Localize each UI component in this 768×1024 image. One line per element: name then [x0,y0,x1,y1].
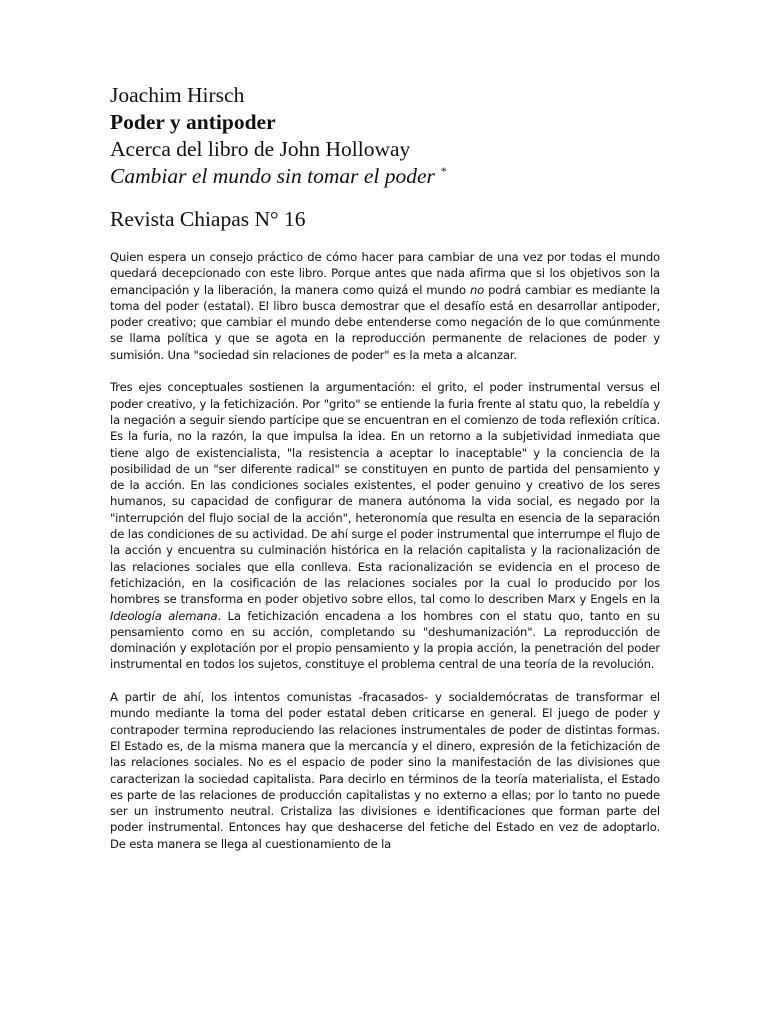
book-title-line [110,163,660,190]
article-subtitle: Acerca del libro de John Holloway [110,137,411,161]
book-reference: Ideología alemana [110,608,218,623]
author-name: Joachim Hirsch [110,83,245,107]
paragraph-text: A partir de ahí, los intentos comunistas -fracasados- y socialdemócratas de transformar el mundo mediante la toma del poder estatal deben criticarse en general. El juego de poder y contrapoder termina reproduciendo las relaciones instrumentales de poder de distintas formas. El Estado es, de la misma manera que la mercancía y el dinero, expresión de la fetichización de las relaciones sociales. No es el espacio de poder sino la manifestación de las divisiones que caracterizan la sociedad capitalista. Para decirlo en términos de la teoría materialista, el Estado es parte de las relaciones de producción capitalistas y no externo a ellas; por lo tanto no puede ser un instrumento neutral. Cristaliza las divisiones e identificaciones que forman parte del poder instrumental. Entonces hay que deshacerse del fetiche del Estado en vez de adoptarlo. De esta manera se llega al cuestionamiento de la [110,690,660,851]
footnote-mark[interactable]: * [440,163,447,178]
emphasis-no: no [469,282,485,297]
source-line: Revista Chiapas N° 16 [110,207,306,231]
paragraph-text: Quien espera un consejo práctico de cómo hacer para cambiar de una vez por todas el mundo quedará decepcionado con este libro. Porque antes que nada afirma que si los objetivos son la emancipación y la liberación, la manera como quizá el mundo [110,250,660,297]
article-body [110,249,660,852]
paragraph-text: podrá cambiar es mediante la toma del poder (estatal). El libro busca demostrar que el desafío está en desarrollar antipoder, poder creativo; que cambiar el mundo debe entenderse como negación de lo que comúnmente se llama política y que se agota en la reproducción permanente de relaciones de poder y sumisión. Una "sociedad sin relaciones de poder" es la meta a alcanzar. [110,282,661,362]
paragraph-text: . La fetichización encadena a los hombres con el statu quo, tanto en su pensamiento como en su acción, completando su "deshumanización". La reproducción de dominación y explotación por el propio pensamiento y la propia acción, la penetración del poder instrumental en todos los sujetos, constituye el problema central de una teoría de la revolución. [110,608,660,672]
paragraph-text: Tres ejes conceptuales sostienen la argumentación: el grito, el poder instrumental versus el poder creativo, y la fetichización. Por "grito" se entiende la furia frente al statu quo, la rebeldía y la negación a seguir siendo partícipe que se encuentran en el comienzo de toda reflexión crítica. Es la furia, no la razón, la que impulsa la idea. En un retorno a la subjetividad inmediata que tiene algo de existencialista, "la resistencia a aceptar lo inaceptable" y la conciencia de la posibilidad de un "ser diferente radical" se constituyen en punto de partida del pensamiento y de la acción. En las condiciones sociales existentes, el poder genuino y creativo de los seres humanos, su capacidad de configurar de manera autónoma la vida social, es negado por la "interrupción del flujo social de la acción", heteronomía que resulta en esencia de la separación de las condiciones de su actividad. De ahí surge el poder instrumental que interrumpe el flujo de la acción y encuentra su culminación histórica en la relación capitalista y la racionalización de las relaciones sociales que ella conlleva. Esta racionalización se evidencia en el proceso de fetichización, en la cosificación de las relaciones sociales por la cual lo producido por los hombres se transforma en poder objetivo sobre ellos, tal como lo describen Marx y Engels en la [110,380,660,607]
paragraph-1 [110,249,660,363]
paragraph-2 [110,379,660,672]
book-title: Cambiar el mundo sin tomar el poder [110,164,435,188]
article-title: Poder y antipoder [110,110,276,134]
paragraph-3 [110,689,660,852]
document-page [110,82,660,868]
